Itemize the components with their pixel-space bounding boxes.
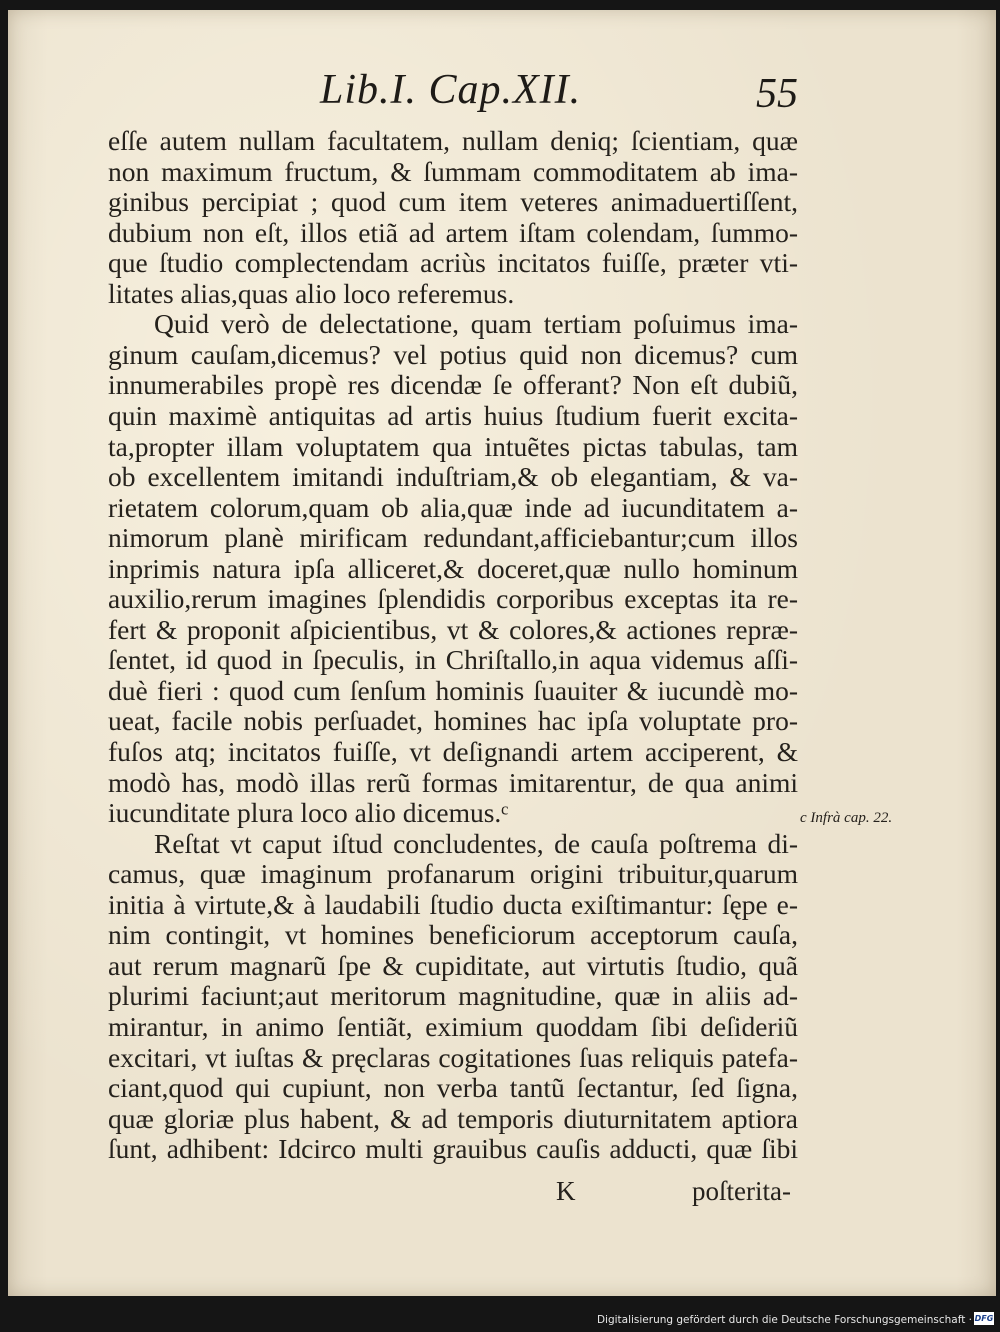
text-line: modò has, modò illas rerũ formas imitarentur, de qua animi — [108, 767, 798, 798]
text-line: que ſtudio complectendam acriùs incitatos fuiſſe, præter vti- — [108, 248, 798, 279]
text-line: excitari, vt iuſtas & pręclaras cogitationes ſuas reliquis patefa- — [108, 1042, 798, 1073]
text-line: ob excellentem imitandi induſtriam,& ob elegantiam, & va- — [108, 462, 798, 493]
running-head: Lib.I. Cap.XII. — [320, 67, 582, 113]
text-line: non maximum fructum, & ſummam commoditatem ab ima- — [108, 156, 798, 187]
text-line: camus, quæ imaginum profanarum origini tribuitur,quarum — [108, 859, 798, 890]
text-line: ta,propter illam voluptatem qua intuẽtes pictas tabulas, tam — [108, 431, 798, 462]
text-line: ginibus percipiat ; quod cum item veteres animaduertiſſent, — [108, 187, 798, 218]
text-line: Quid verò de delectatione, quam tertiam poſuimus ima- — [154, 309, 798, 340]
text-line: ſunt, adhibent: Idcirco multi grauibus cauſis adducti, quæ ſibi — [108, 1134, 798, 1165]
digitization-credit: Digitalisierung gefördert durch die Deutsche Forschungsgemeinschaft · — [596, 1314, 972, 1326]
text-line: fert & proponit aſpicientibus, vt & colores,& actiones repræ- — [108, 614, 798, 645]
text-line: mirantur, in animo ſentiãt, eximium quoddam ſibi deſideriũ — [108, 1011, 798, 1042]
text-line: eſſe autem nullam facultatem, nullam deniq; ſcientiam, quæ — [108, 126, 798, 156]
text-line: rietatem colorum,quam ob alia,quæ inde ad iucunditatem a- — [108, 492, 798, 523]
text-line: dubium non eſt, illos etiã ad artem iſtam colendam, ſummo- — [108, 217, 798, 248]
signature-mark: K — [556, 1176, 576, 1206]
text-line: ciant,quod qui cupiunt, non verba tantũ ſectantur, ſed ſigna, — [108, 1073, 798, 1104]
text-line: ſentet, id quod in ſpeculis, in Chriſtallo,in aqua videmus aſſi- — [108, 645, 798, 676]
text-line: inprimis natura ipſa alliceret,& doceret,quæ nullo hominum — [108, 553, 798, 584]
page-number: 55 — [756, 71, 798, 117]
book-page — [8, 10, 996, 1296]
text-line: nimorum planè mirificam redundant,afficiebantur;cum illos — [108, 523, 798, 554]
text-line: quæ gloriæ plus habent, & ad temporis diuturnitatem aptiora — [108, 1103, 798, 1134]
text-line: nim contingit, vt homines beneficiorum acceptorum cauſa, — [108, 920, 798, 951]
text-line: quin maximè antiquitas ad artis huius ſtudium fuerit excita- — [108, 400, 798, 431]
text-line: ginum cauſam,dicemus? vel potius quid non dicemus? cum — [108, 339, 798, 370]
text-line: ueat, facile nobis perſuadet, homines hac ipſa voluptate pro- — [108, 706, 798, 737]
text-line: litates alias,quas alio loco referemus. — [108, 278, 515, 309]
dfg-logo-icon: DFG — [974, 1314, 994, 1323]
text-line: aut rerum magnarũ ſpe & cupiditate, aut virtutis ſtudio, quã — [108, 950, 798, 981]
text-line: iucunditate plura loco alio dicemus.ᶜ — [108, 798, 509, 829]
text-line: fuſos atq; incitatos fuiſſe, vt deſignandi artem acciperent, & — [108, 737, 798, 767]
marginal-note: c Infrà cap. 22. — [800, 810, 893, 826]
catchword: poſterita- — [692, 1176, 791, 1206]
text-line: plurimi faciunt;aut meritorum magnitudine, quæ in aliis ad- — [108, 981, 798, 1012]
text-line: initia à virtute,& à laudabili ſtudio ducta exiſtimantur: ſępe e- — [108, 889, 798, 920]
text-line: duè fieri : quod cum ſenſum hominis ſuauiter & iucundè mo- — [108, 675, 798, 706]
text-line: auxilio,rerum imagines ſplendidis corporibus exceptas ita re- — [108, 584, 798, 615]
text-line: innumerabiles propè res dicendæ ſe offerant? Non eſt dubiũ, — [108, 370, 798, 401]
text-line: Reſtat vt caput iſtud concludentes, de cauſa poſtrema di- — [154, 828, 798, 859]
